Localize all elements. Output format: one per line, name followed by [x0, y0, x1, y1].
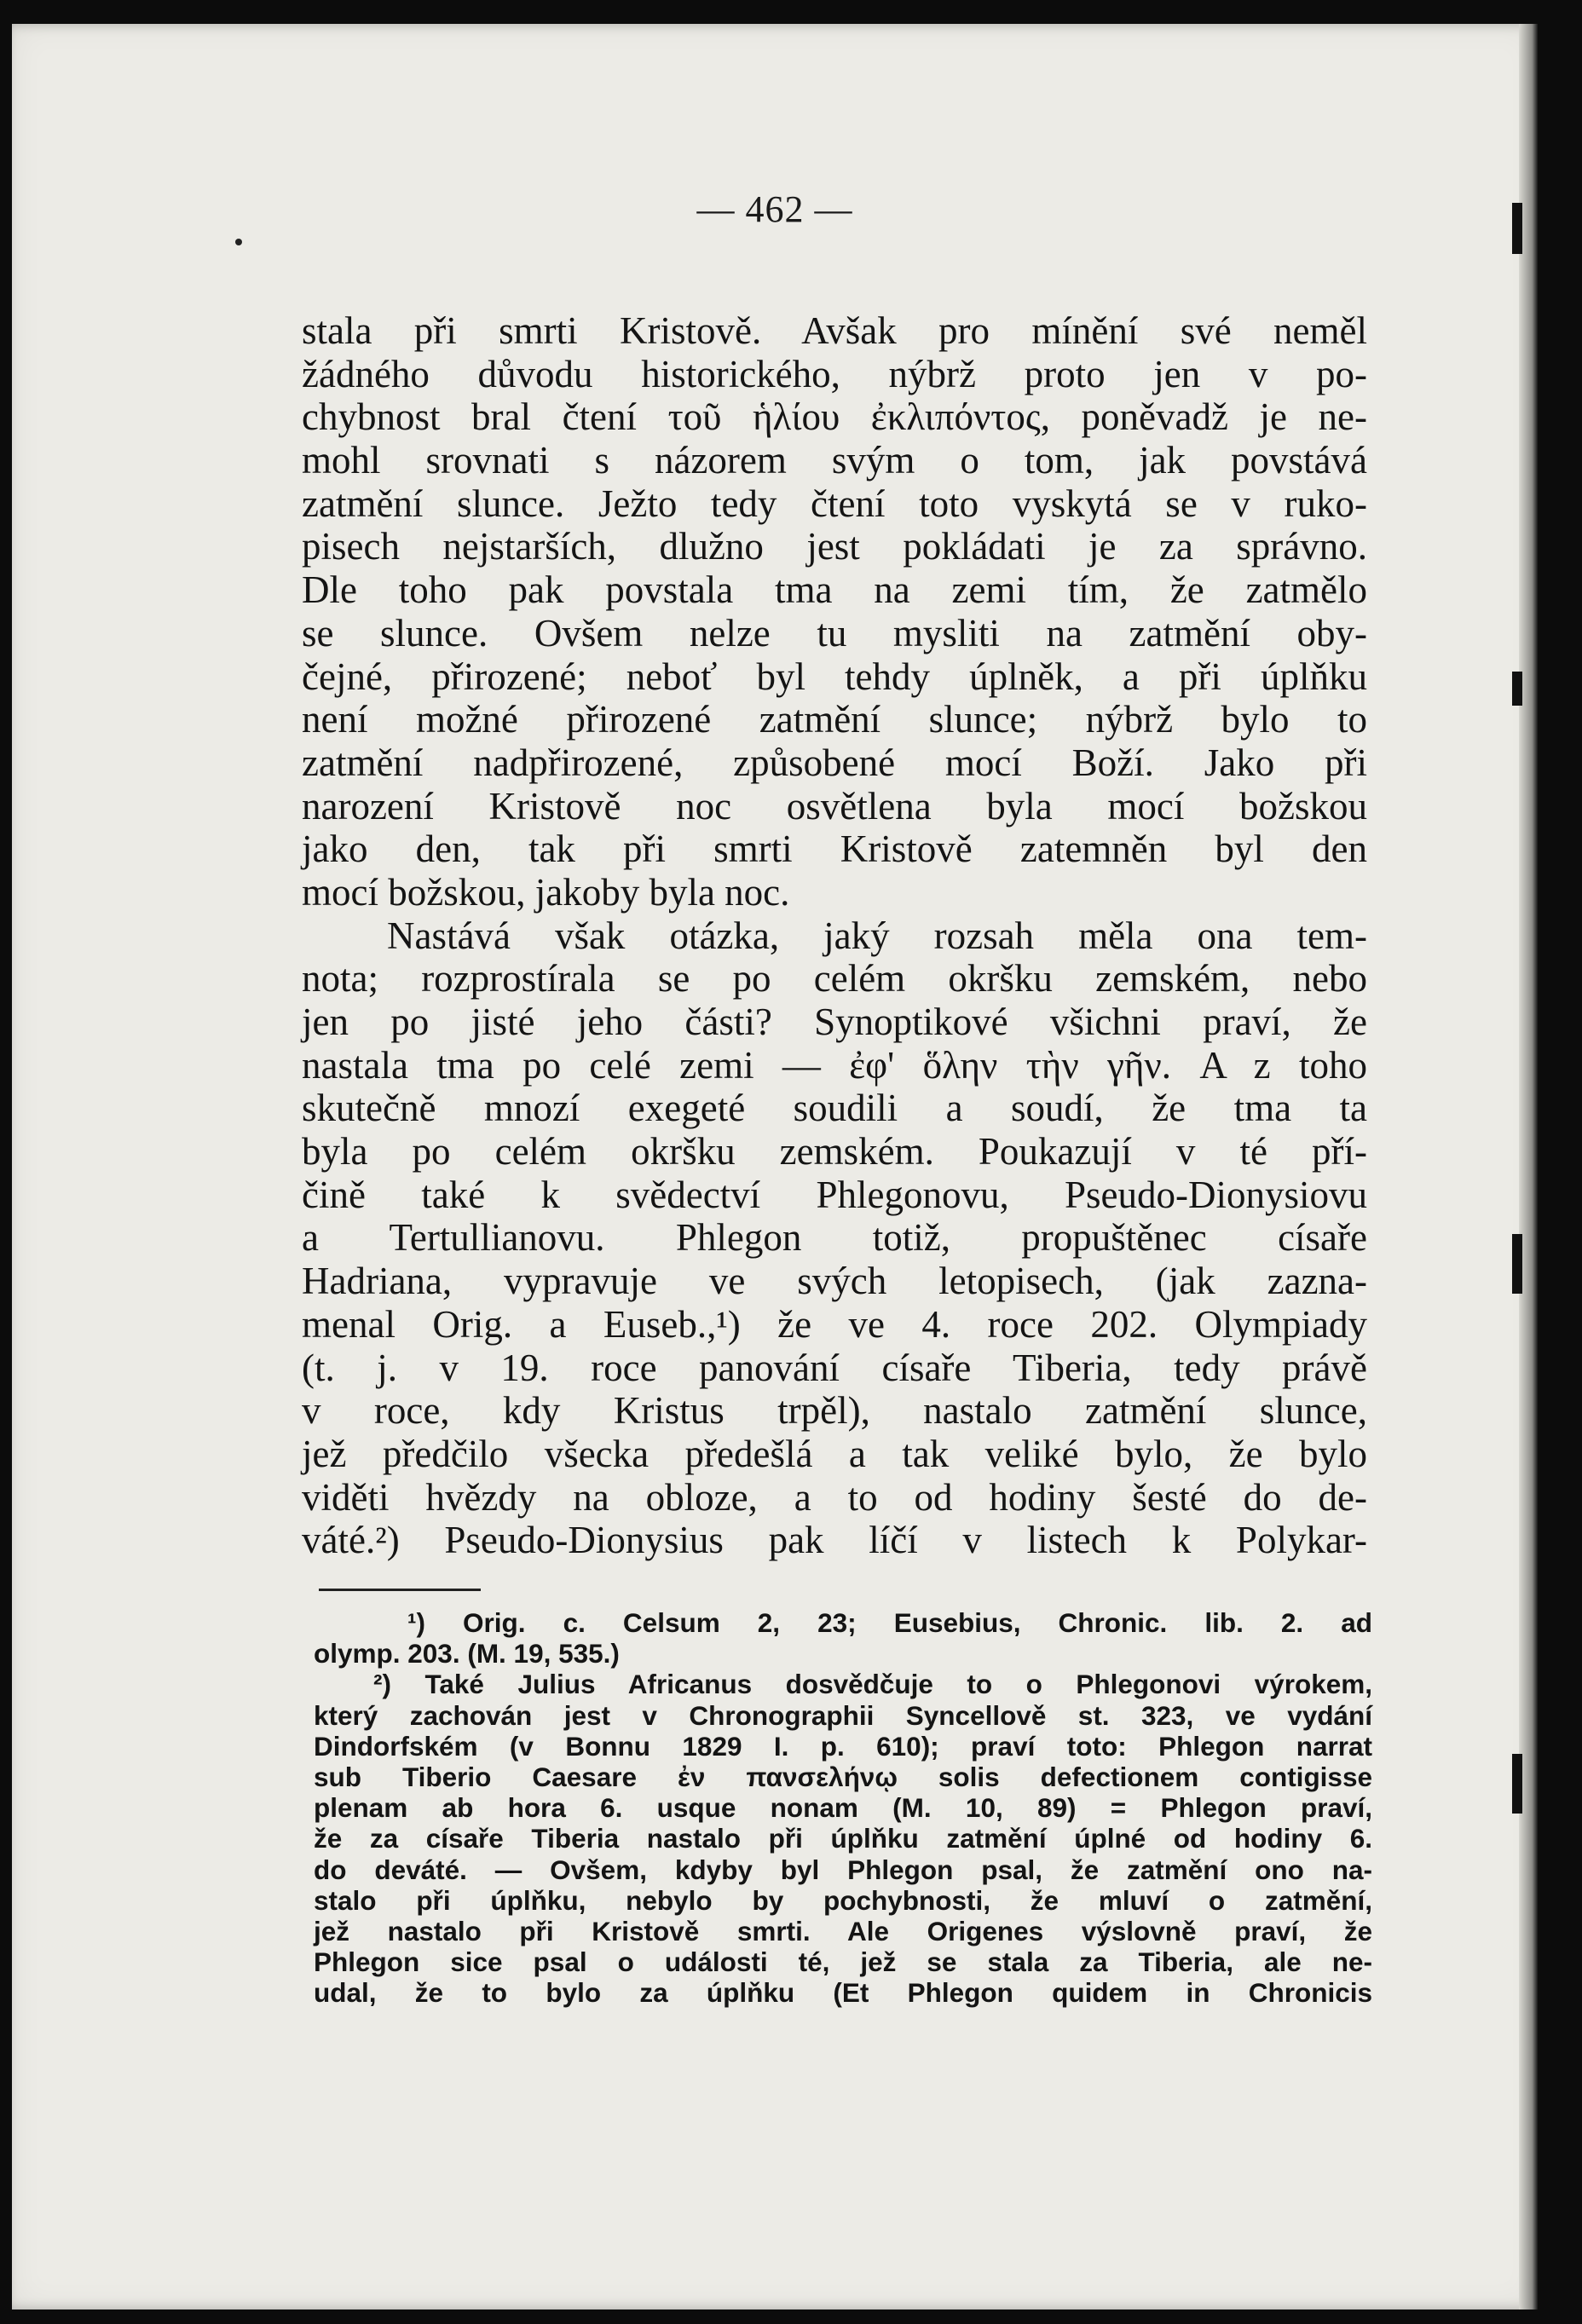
- text-line: čejné, přirozené; neboť byl tehdy úplněk, a při úplňku: [302, 655, 1367, 698]
- footnote-line: stalo při úplňku, nebylo by pochybnosti, že mluví o zatmění,: [314, 1884, 1372, 1916]
- spine-mark: [1512, 1754, 1522, 1814]
- text-line: (t. j. v 19. roce panování císaře Tiberia, tedy právě: [302, 1346, 1367, 1389]
- footnote-line: který zachován jest v Chronographii Syncellově st. 323, ve vydání: [314, 1699, 1372, 1731]
- text-line: chybnost bral čtení τοῦ ἡλίου ἐκλιπόντος, poněvadž je ne-: [302, 395, 1367, 439]
- footnote-divider: [319, 1589, 481, 1591]
- footnote-line: Phlegon sice psal o události té, jež se stala za Tiberia, ale ne-: [314, 1946, 1372, 1978]
- footnote-line: udal, že to bylo za úplňku (Et Phlegon quidem in Chronicis: [314, 1977, 1372, 2009]
- text-line: Nastává však otázka, jaký rozsah měla ona tem-: [387, 914, 1367, 957]
- text-line: žádného důvodu historického, nýbrž proto jen v po-: [302, 352, 1367, 395]
- main-text: [302, 309, 1367, 1562]
- text-line: mocí božskou, jakoby byla noc.: [302, 870, 790, 914]
- text-line: stala při smrti Kristově. Avšak pro mínění své neměl: [302, 309, 1367, 352]
- text-line: menal Orig. a Euseb.,¹) že ve 4. roce 202. Olympiady: [302, 1302, 1367, 1346]
- footnote-line: ²) Také Julius Africanus dosvědčuje to o Phlegonovi výrokem,: [373, 1669, 1372, 1700]
- text-line: jež předčilo všecka předešlá a tak veliké bylo, že bylo: [302, 1432, 1367, 1475]
- footnote-line: že za císaře Tiberia nastalo při úplňku zatmění úplné od hodiny 6.: [314, 1823, 1372, 1854]
- spine-mark: [1512, 672, 1522, 706]
- text-line: jen po jisté jeho části? Synoptikové všichni praví, že: [302, 1001, 1367, 1043]
- text-line: Hadriana, vypravuje ve svých letopisech, (jak zazna-: [302, 1260, 1367, 1303]
- text-line: se slunce. Ovšem nelze tu mysliti na zatmění oby-: [302, 611, 1367, 655]
- text-line: mohl srovnati s názorem svým o tom, jak povstává: [302, 439, 1367, 482]
- text-line: viděti hvězdy na obloze, a to od hodiny šesté do de-: [302, 1475, 1367, 1519]
- text-line: jako den, tak při smrti Kristově zatemněn byl den: [302, 828, 1367, 871]
- page-fold-shadow: [1519, 24, 1538, 2310]
- footnotes: [314, 1607, 1372, 2008]
- text-line: nota; rozprostírala se po celém okršku zemském, nebo: [302, 957, 1367, 1001]
- text-line: váté.²) Pseudo-Dionysius pak líčí v listech k Polykar-: [302, 1519, 1367, 1562]
- page-number: — 462 —: [696, 188, 853, 230]
- book-page: [12, 24, 1538, 2310]
- footnote-line: jež nastalo při Kristově smrti. Ale Origenes výslovně praví, že: [314, 1915, 1372, 1946]
- text-line: zatmění slunce. Ježto tedy čtení toto vyskytá se v ruko-: [302, 482, 1367, 525]
- text-line: není možné přirozené zatmění slunce; nýbrž bylo to: [302, 698, 1367, 741]
- footnote-line: ¹) Orig. c. Celsum 2, 23; Eusebius, Chronic. lib. 2. ad: [407, 1607, 1372, 1638]
- text-line: zatmění nadpřirozené, způsobené mocí Boží. Jako při: [302, 741, 1367, 784]
- text-line: Dle toho pak povstala tma na zemi tím, že zatmělo: [302, 568, 1367, 612]
- footnote-line: olymp. 203. (M. 19, 535.): [314, 1638, 620, 1669]
- margin-dot: [235, 239, 242, 245]
- footnote-line: sub Tiberio Caesare ἐν πανσελήνῳ solis defectionem contigisse: [314, 1761, 1372, 1792]
- text-line: v roce, kdy Kristus trpěl), nastalo zatmění slunce,: [302, 1389, 1367, 1433]
- text-line: skutečně mnozí exegeté soudili a soudí, že tma ta: [302, 1087, 1367, 1130]
- footnote-line: do deváté. — Ovšem, kdyby byl Phlegon psal, že zatmění ono na-: [314, 1854, 1372, 1885]
- text-line: narození Kristově noc osvětlena byla mocí božskou: [302, 784, 1367, 828]
- spine-mark: [1512, 1234, 1522, 1294]
- footnote-line: Dindorfském (v Bonnu 1829 I. p. 610); praví toto: Phlegon narrat: [314, 1730, 1372, 1762]
- text-line: nastala tma po celé zemi — ἐφ' ὅλην τὴν γῆν. A z toho: [302, 1043, 1367, 1087]
- text-line: čině také k svědectví Phlegonovu, Pseudo-Dionysiovu: [302, 1173, 1367, 1216]
- text-line: pisech nejstarších, dlužno jest pokládati je za správno.: [302, 525, 1367, 568]
- footnote-line: plenam ab hora 6. usque nonam (M. 10, 89) = Phlegon praví,: [314, 1792, 1372, 1824]
- text-line: byla po celém okršku zemském. Poukazují v té pří-: [302, 1130, 1367, 1174]
- text-line: a Tertullianovu. Phlegon totiž, propuštěnec císaře: [302, 1216, 1367, 1260]
